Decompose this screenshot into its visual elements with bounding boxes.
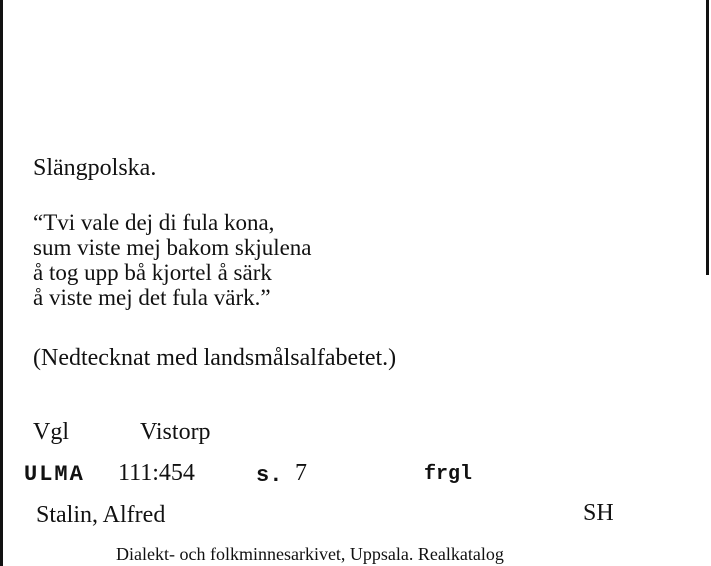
transcription-note: (Nedtecknat med landsmålsalfabetet.) xyxy=(33,345,397,371)
verse-line: “Tvi vale dej di fula kona, xyxy=(33,210,275,235)
category-code: frgl xyxy=(424,463,473,486)
page-number: 7 xyxy=(295,460,307,486)
region-code: Vgl xyxy=(33,419,69,445)
archive-footer: Dialekt- och folkminnesarkivet, Uppsala. Realkatalog xyxy=(116,544,504,564)
archive-label: ULMA xyxy=(24,462,85,487)
card-left-edge xyxy=(0,0,3,566)
verse-line: å viste mej det fula värk.” xyxy=(33,285,271,310)
recorder-initials: SH xyxy=(583,500,614,526)
verse-block xyxy=(33,210,312,310)
page-label: s. xyxy=(256,463,283,488)
parish-name: Vistorp xyxy=(140,419,211,445)
informant-name: Stalin, Alfred xyxy=(36,502,166,528)
record-number: 111:454 xyxy=(118,460,195,486)
verse-line: sum viste mej bakom skjulena xyxy=(33,235,312,260)
card-right-edge xyxy=(706,0,709,275)
card-title: Slängpolska. xyxy=(33,155,157,181)
verse-line: å tog upp bå kjortel å särk xyxy=(33,260,272,285)
